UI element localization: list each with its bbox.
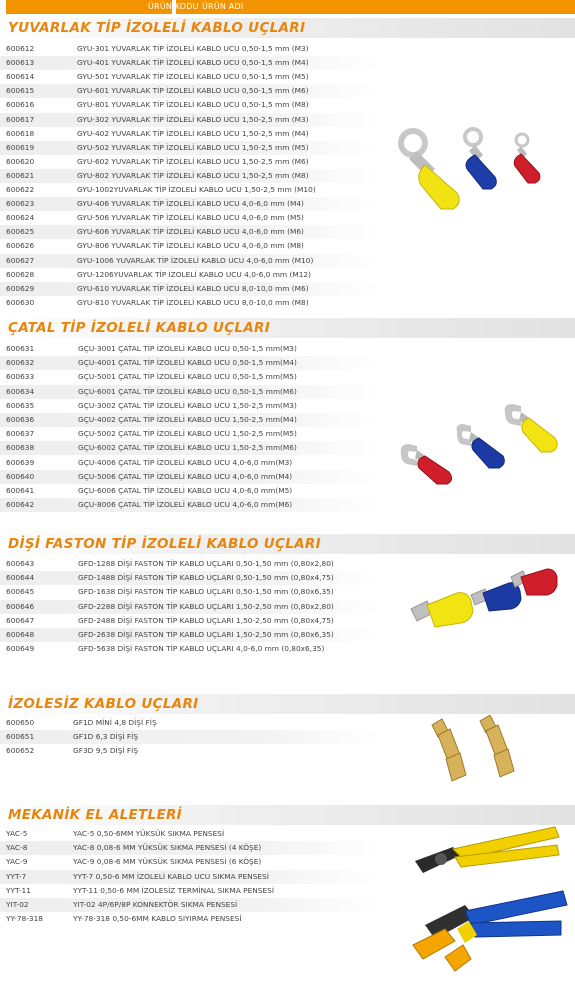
product-code: 600617 [6, 114, 35, 124]
product-row [0, 282, 380, 296]
product-row [0, 385, 380, 399]
product-code: 600639 [6, 457, 35, 467]
product-row [0, 56, 380, 70]
product-row [0, 342, 380, 356]
section-title: DİŞİ FASTON TİP İZOLELİ KABLO UÇLARI [8, 536, 321, 552]
product-name: GÇU-8006 ÇATAL TİP İZOLELİ KABLO UCU 4,0-6,0 mm(M6) [78, 500, 293, 510]
product-code: 600628 [6, 269, 35, 279]
product-name: GYU-506 YUVARLAK TİP İZOLELİ KABLO UCU 4,0-6,0 mm (M5) [77, 213, 304, 223]
product-name: YYT-11 0,50-6 MM İZOLESİZ TERMİNAL SIKMA PENSESİ [73, 885, 275, 895]
product-name: YY-78-318 0,50-6MM KABLO SIYIRMA PENSESİ [73, 914, 242, 924]
product-name: GFD-2488 DİŞİ FASTON TİP KABLO UÇLARI 1,50-2,50 mm (0,80x4,75) [78, 615, 334, 625]
product-row [0, 498, 380, 512]
product-name: GYU-601 YUVARLAK TİP İZOLELİ KABLO UCU 0,50-1,5 mm (M6) [77, 86, 309, 96]
product-name: GÇU-6006 ÇATAL TİP İZOLELİ KABLO UCU 4,0-6,0 mm(M5) [78, 486, 293, 495]
product-code: 600612 [6, 44, 35, 53]
product-code: 600634 [6, 386, 35, 396]
product-code: 600630 [6, 297, 35, 307]
section-title: İZOLESİZ KABLO UÇLARI [8, 696, 199, 712]
product-name: GÇU-4001 ÇATAL TİP İZOLELİ KABLO UCU 0,50-1,5 mm(M4) [78, 358, 297, 368]
product-row [0, 884, 380, 898]
product-row [0, 870, 380, 884]
product-row [0, 642, 380, 656]
product-code: 600629 [6, 283, 35, 293]
product-row [0, 600, 380, 614]
product-name: GFD-1638 DİŞİ FASTON TİP KABLO UÇLARI 0,50-1,50 mm (0,80x6,35) [78, 587, 334, 597]
product-row [0, 413, 380, 427]
product-name: GYU-302 YUVARLAK TİP İZOLELİ KABLO UCU 1,50-2,5 mm (M3) [77, 114, 309, 124]
product-code: 600616 [6, 100, 35, 110]
section-title: YUVARLAK TİP İZOLELİ KABLO UÇLARI [8, 20, 306, 36]
product-name: GYU-610 YUVARLAK TİP İZOLELİ KABLO UCU 8,0-10,0 mm (M6) [77, 283, 309, 293]
product-name: GF3D 9,5 DİŞİ FİŞ [73, 746, 139, 756]
product-row [0, 628, 380, 642]
product-row [0, 169, 380, 183]
product-name: GÇU-5006 ÇATAL TİP İZOLELİ KABLO UCU 4,0-6,0 mm(M4) [78, 471, 293, 481]
product-name: YAC-5 0,50-6MM YÜKSÜK SIKMA PENSESİ [73, 829, 225, 838]
product-name: GFD-5638 DİŞİ FASTON TİP KABLO UÇLARI 4,0-6,0 mm (0,80x6,35) [78, 644, 325, 654]
product-name: GYU-801 YUVARLAK TİP İZOLELİ KABLO UCU 0,50-1,5 mm (M8) [77, 100, 309, 110]
product-code: 600614 [6, 72, 35, 82]
product-row [0, 827, 380, 841]
product-row [0, 470, 380, 484]
female-faston-terminals-image [405, 565, 565, 645]
ring-terminals-image [395, 125, 555, 215]
product-row [0, 557, 380, 571]
product-row [0, 912, 380, 926]
product-code: 600651 [6, 732, 35, 742]
product-code: 600624 [6, 213, 35, 223]
hand-tools-image [405, 825, 570, 980]
product-code: 600646 [6, 601, 35, 611]
product-row [0, 614, 380, 628]
product-code: YIT-02 [6, 900, 29, 909]
product-name: GFD-1288 DİŞİ FASTON TİP KABLO UÇLARI 0,50-1,50 mm (0,80x2,80) [78, 559, 334, 568]
product-name: GYU-402 YUVARLAK TİP İZOLELİ KABLO UCU 1,50-2,5 mm (M4) [77, 128, 309, 138]
product-row [0, 113, 380, 127]
product-row [0, 571, 380, 585]
product-code: 600652 [6, 746, 35, 756]
product-code: 600615 [6, 86, 35, 96]
product-name: GF1D MİNİ 4,8 DİŞİ FİŞ [73, 718, 157, 727]
product-code: 600620 [6, 156, 35, 166]
product-row [0, 268, 380, 282]
product-name: GFD-2638 DİŞİ FASTON TİP KABLO UÇLARI 1,50-2,50 mm (0,80x6,35) [78, 630, 334, 639]
product-name: GYU-401 YUVARLAK TİP İZOLELİ KABLO UCU 0,50-1,5 mm (M4) [77, 58, 309, 68]
product-row [0, 855, 380, 869]
table-header [0, 0, 575, 14]
product-row [0, 841, 380, 855]
product-name: GÇU-5002 ÇATAL TİP İZOLELİ KABLO UCU 1,50-2,5 mm(M5) [78, 429, 297, 439]
product-name: GFD-1488 DİŞİ FASTON TİP KABLO UÇLARI 0,50-1,50 mm (0,80x4,75) [78, 573, 334, 583]
product-name: YYT-7 0,50-6 MM İZOLELİ KABLO UCU SIKMA PENSESİ [73, 871, 269, 881]
product-name: GFD-2288 DİŞİ FASTON TİP KABLO UÇLARI 1,50-2,50 mm (0,80x2,80) [78, 601, 334, 611]
section-title: MEKANİK EL ALETLERİ [8, 807, 182, 823]
product-code: 600641 [6, 486, 35, 495]
product-code: 600623 [6, 199, 35, 209]
product-name: GYU-1006 YUVARLAK TİP İZOLELİ KABLO UCU 4,0-6,0 mm (M10) [77, 255, 314, 265]
product-name: GÇU-4002 ÇATAL TİP İZOLELİ KABLO UCU 1,50-2,5 mm(M4) [78, 415, 297, 424]
product-code: YAC-9 [6, 857, 28, 867]
product-name: GYU-802 YUVARLAK TİP İZOLELİ KABLO UCU 1,50-2,5 mm (M8) [77, 170, 309, 180]
product-row [0, 239, 380, 253]
product-row [0, 254, 380, 268]
product-code: 600649 [6, 644, 35, 654]
product-row [0, 427, 380, 441]
product-name: GYU-501 YUVARLAK TİP İZOLELİ KABLO UCU 0,50-1,5 mm (M5) [77, 72, 309, 82]
product-row [0, 370, 380, 384]
product-code-label: ÜRÜN KODU [148, 2, 199, 11]
product-row [0, 484, 380, 498]
product-row [0, 70, 380, 84]
product-code: YAC-5 [6, 829, 28, 838]
product-code: 600645 [6, 587, 35, 597]
product-code: 600636 [6, 415, 35, 424]
product-row [0, 98, 380, 112]
product-code: 600647 [6, 615, 35, 625]
product-row [0, 898, 380, 912]
product-code: 600644 [6, 573, 35, 583]
product-code: 600618 [6, 128, 35, 138]
product-row [0, 730, 380, 744]
product-name-label: ÜRÜN ADI [202, 2, 244, 11]
product-row [0, 716, 380, 730]
product-code: 600613 [6, 58, 35, 68]
product-row [0, 356, 380, 370]
product-code: 600631 [6, 344, 35, 353]
product-row [0, 211, 380, 225]
product-name: YAC-8 0,08-6 MM YÜKSÜK SIKMA PENSESİ (4 KÖŞE) [73, 843, 262, 853]
product-row [0, 296, 380, 310]
section-title: ÇATAL TİP İZOLELİ KABLO UÇLARI [8, 320, 271, 336]
product-row [0, 183, 380, 197]
product-row [0, 744, 380, 758]
product-row [0, 399, 380, 413]
product-name: GYU-1002YUVARLAK TİP İZOLELİ KABLO UCU 1,50-2,5 mm (M10) [77, 185, 316, 194]
product-row [0, 585, 380, 599]
product-code: 600638 [6, 443, 35, 453]
product-name: GYU-406 YUVARLAK TİP İZOLELİ KABLO UCU 4,0-6,0 mm (M4) [77, 199, 304, 209]
product-name: GÇU-3002 ÇATAL TİP İZOLELİ KABLO UCU 1,50-2,5 mm(M3) [78, 400, 297, 410]
product-code: 600619 [6, 142, 35, 152]
product-name: YIT-02 4P/6P/8P KONNEKTÖR SIKMA PENSESİ [73, 900, 238, 909]
product-row [0, 141, 380, 155]
product-row [0, 225, 380, 239]
product-code: 600650 [6, 718, 35, 727]
product-row [0, 127, 380, 141]
product-code: 600635 [6, 400, 35, 410]
product-code: YYT-7 [6, 871, 27, 881]
product-code: 600637 [6, 429, 35, 439]
product-row [0, 456, 380, 470]
product-code: 600648 [6, 630, 35, 639]
product-code: YYT-11 [6, 885, 31, 895]
fork-terminals-image [395, 402, 565, 492]
product-name: GÇU-3001 ÇATAL TİP İZOLELİ KABLO UCU 0,50-1,5 mm(M3) [78, 344, 297, 353]
product-name: GYU-301 YUVARLAK TİP İZOLELİ KABLO UCU 0,50-1,5 mm (M3) [77, 44, 309, 53]
product-name: GYU-502 YUVARLAK TİP İZOLELİ KABLO UCU 1,50-2,5 mm (M5) [77, 142, 309, 152]
product-name: GÇU-5001 ÇATAL TİP İZOLELİ KABLO UCU 0,50-1,5 mm(M5) [78, 372, 297, 382]
product-name: GYU-806 YUVARLAK TİP İZOLELİ KABLO UCU 4,0-6,0 mm (M8) [77, 241, 304, 251]
product-code: 600626 [6, 241, 35, 251]
non-insulated-terminals-image [420, 715, 530, 785]
product-row [0, 197, 380, 211]
product-name: GF1D 6,3 DİŞİ FİŞ [73, 732, 139, 742]
product-code: 600625 [6, 227, 35, 237]
product-code: YAC-8 [6, 843, 28, 853]
product-row [0, 84, 380, 98]
product-name: GYU-606 YUVARLAK TİP İZOLELİ KABLO UCU 4,0-6,0 mm (M6) [77, 227, 304, 237]
product-code: 600622 [6, 185, 35, 194]
product-code: YY-78-318 [6, 914, 43, 924]
product-row [0, 441, 380, 455]
product-code: 600640 [6, 471, 35, 481]
product-name: GÇU-6001 ÇATAL TİP İZOLELİ KABLO UCU 0,50-1,5 mm(M6) [78, 386, 297, 396]
product-name: GÇU-4006 ÇATAL TİP İZOLELİ KABLO UCU 4,0-6,0 mm(M3) [78, 457, 293, 467]
product-name: GYU-1206YUVARLAK TİP İZOLELİ KABLO UCU 4,0-6,0 mm (M12) [77, 269, 311, 279]
product-name: GÇU-6002 ÇATAL TİP İZOLELİ KABLO UCU 1,50-2,5 mm(M6) [78, 443, 297, 453]
product-row [0, 155, 380, 169]
product-code: 600633 [6, 372, 35, 382]
product-code: 600627 [6, 255, 35, 265]
product-code: 600643 [6, 559, 35, 568]
product-code: 600621 [6, 170, 35, 180]
product-code: 600642 [6, 500, 35, 510]
product-name: YAC-9 0,08-6 MM YÜKSÜK SIKMA PENSESİ (6 KÖŞE) [73, 857, 262, 867]
product-row [0, 42, 380, 56]
product-code: 600632 [6, 358, 35, 368]
product-name: GYU-602 YUVARLAK TİP İZOLELİ KABLO UCU 1,50-2,5 mm (M6) [77, 156, 309, 166]
product-name: GYU-810 YUVARLAK TİP İZOLELİ KABLO UCU 8,0-10,0 mm (M8) [77, 297, 309, 307]
